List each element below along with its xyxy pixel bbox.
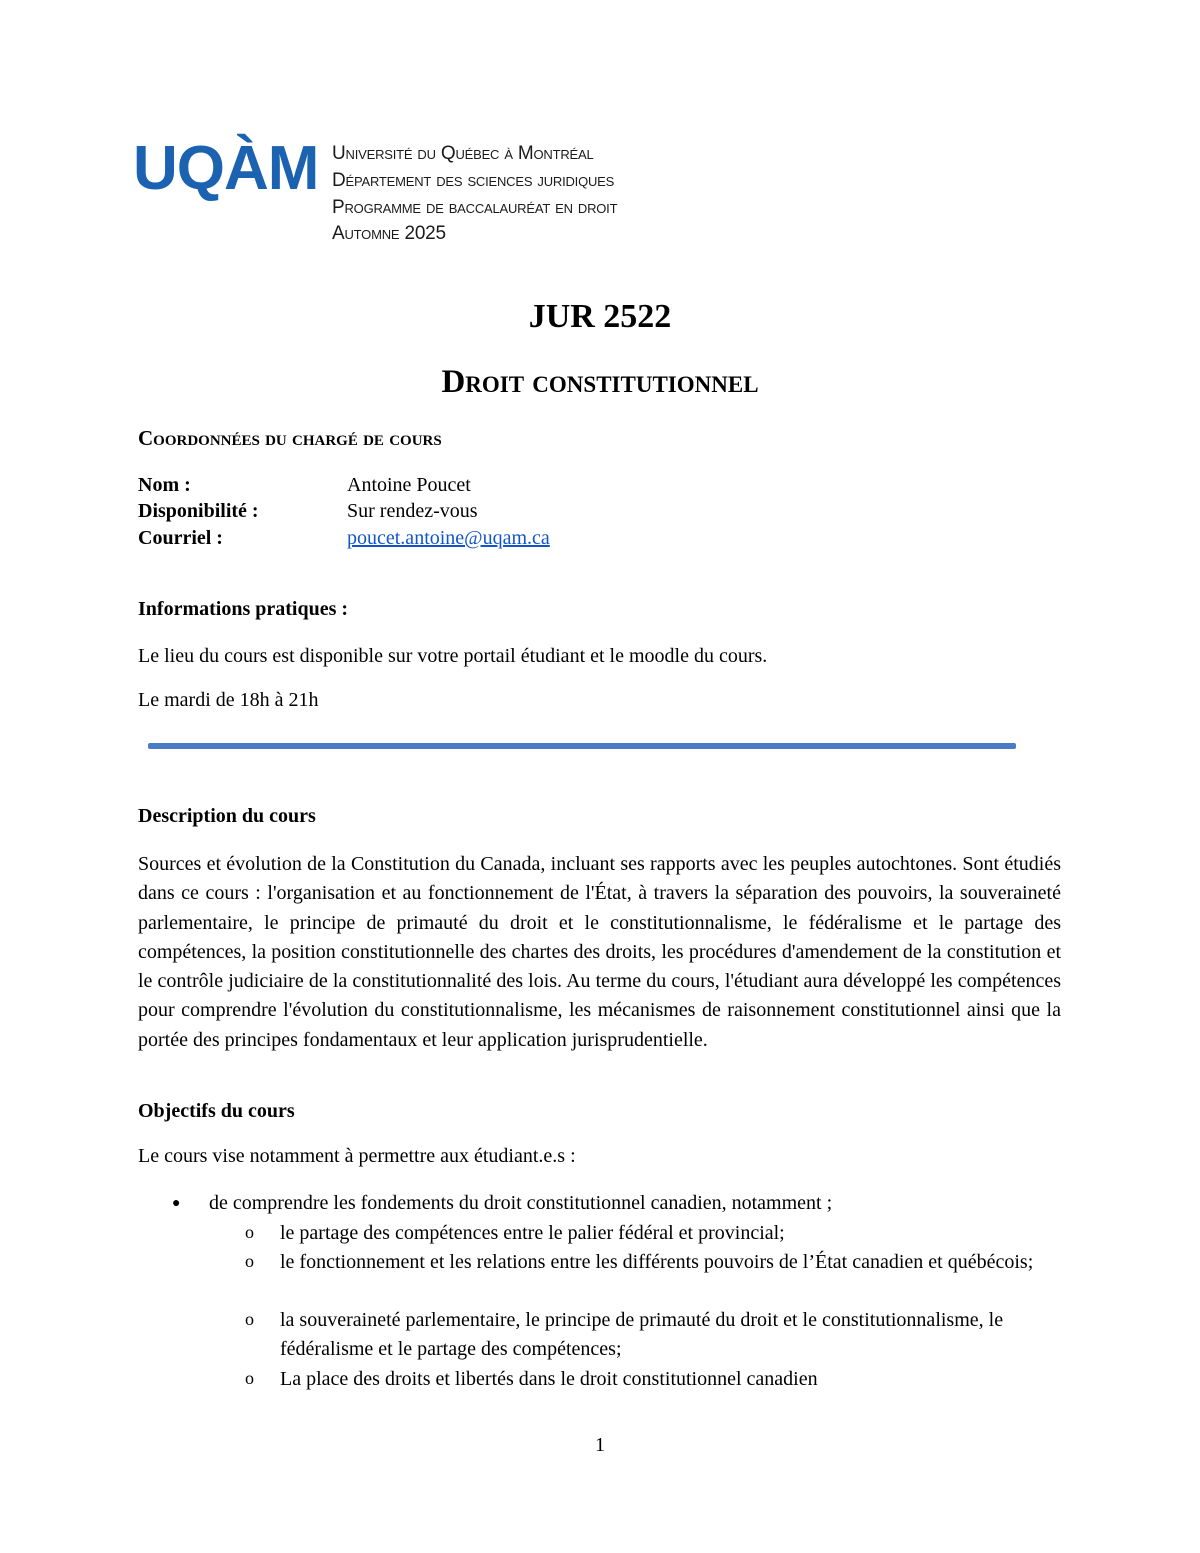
sub-bullet-icon: o — [245, 1368, 254, 1388]
practical-heading: Informations pratiques : — [138, 598, 349, 620]
name-value: Antoine Poucet — [347, 474, 471, 496]
objective-main-item: de comprendre les fondements du droit constitutionnel canadien, notamment ; — [209, 1192, 833, 1214]
objective-sub-item: le partage des compétences entre le palier fédéral et provincial; — [280, 1222, 785, 1244]
objectives-intro: Le cours vise notamment à permettre aux étudiant.e.s : — [138, 1145, 576, 1167]
description-heading: Description du cours — [138, 805, 316, 827]
sub-bullet-icon: o — [245, 1309, 254, 1329]
location-text: Le lieu du cours est disponible sur votre portail étudiant et le moodle du cours. — [138, 645, 768, 667]
objective-sub-item: la souveraineté parlementaire, le principe de primauté du droit et le constitutionnalisme, le fédéralisme et le partage des compétences; — [280, 1309, 1004, 1360]
name-label: Nom : — [138, 474, 191, 496]
bullet-icon: ● — [172, 1196, 181, 1211]
sub-bullet-icon: o — [245, 1222, 254, 1242]
page-number: 1 — [595, 1434, 605, 1456]
program-name: Programme de baccalauréat en droit — [332, 197, 618, 218]
department-name: Département des sciences juridiques — [332, 170, 615, 191]
objective-sub-item: le fonctionnement et les relations entre les différents pouvoirs de l’État canadien et québécois; — [280, 1251, 1034, 1273]
course-code: JUR 2522 — [528, 298, 672, 335]
sub-bullet-icon: o — [245, 1251, 254, 1271]
section-divider — [148, 743, 1016, 749]
course-title: Droit constitutionnel — [441, 364, 759, 400]
schedule-text: Le mardi de 18h à 21h — [138, 689, 319, 711]
objectives-heading: Objectifs du cours — [138, 1100, 295, 1122]
institution-name: Université du Québec à Montréal — [332, 143, 594, 164]
email-link[interactable]: poucet.antoine@uqam.ca — [347, 527, 550, 549]
description-text: Sources et évolution de la Constitution du Canada, incluant ses rapports avec les peuples autochtones. Sont étudiés dans ce cours : l'organisation et au fonctionnement de l'État, à travers la séparation des pouvoirs, la souveraineté parlementaire, le principe de primauté du droit et le constitutionnalisme, le fédéralisme et le partage des compétences, la position constitutionnelle des chartes des droits, les procédures d'amendement de la constitution et le contrôle judiciaire de la constitutionnalité des lois. Au terme du cours, l'étudiant aura développé les compétences pour comprendre l'évolution du constitutionnalisme, les mécanismes de raisonnement constitutionnel ainsi que la portée des principes fondamentaux et leur application jurisprudentielle. — [138, 853, 1061, 1051]
availability-label: Disponibilité : — [138, 500, 259, 522]
term-label: Automne 2025 — [332, 223, 446, 244]
email-label: Courriel : — [138, 527, 223, 549]
uqam-logo: UQÀM — [133, 134, 319, 203]
instructor-heading: Coordonnées du chargé de cours — [138, 426, 442, 450]
availability-value: Sur rendez-vous — [347, 500, 478, 522]
objective-sub-item: La place des droits et libertés dans le droit constitutionnel canadien — [280, 1368, 818, 1390]
